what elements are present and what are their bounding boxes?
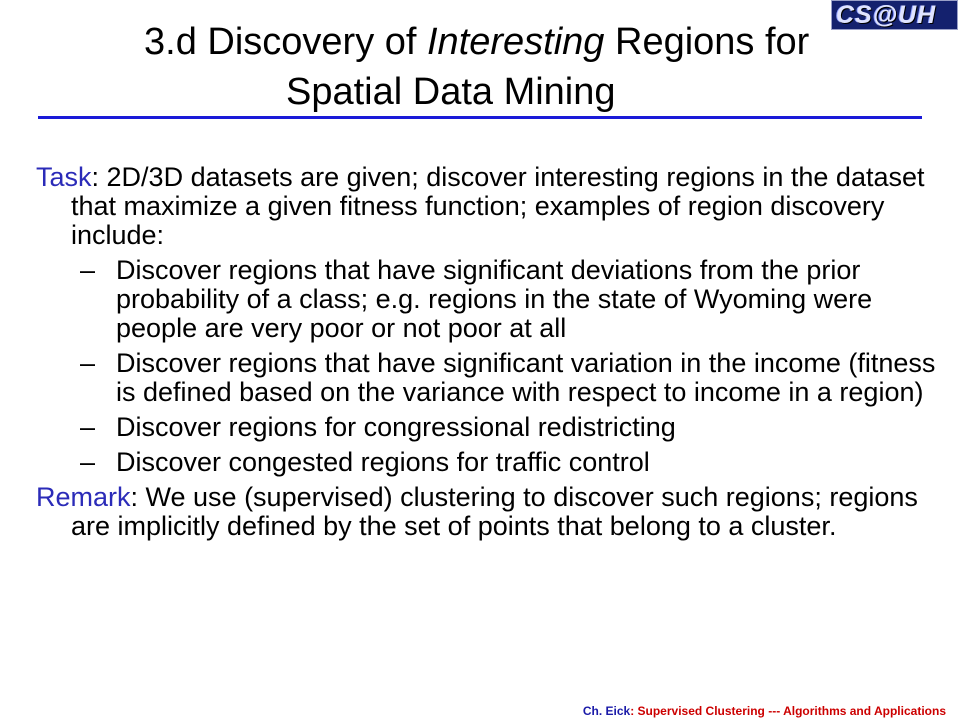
example-item <box>36 413 936 442</box>
task-paragraph <box>36 163 936 250</box>
example-text: Discover regions that have significant deviations from the prior probability of a class; e.g. regions in the state of Wyoming were people are very poor or not poor at all <box>116 255 873 343</box>
example-item <box>36 256 936 343</box>
dash-bullet: – <box>80 412 96 442</box>
dash-bullet: – <box>80 348 96 378</box>
title-underline <box>38 116 922 119</box>
example-text: Discover regions that have significant variation in the income (fitness is defined based on the variance with respect to income in a region) <box>116 348 936 407</box>
dash-bullet: – <box>80 255 96 285</box>
title-line-2: Spatial Data Mining <box>286 71 616 113</box>
example-text: Discover congested regions for traffic control <box>116 447 650 477</box>
slide-body <box>36 163 936 547</box>
example-item <box>36 448 936 477</box>
task-text: : 2D/3D datasets are given; discover interesting regions in the dataset that maximize a given fitness function; examples of region discovery include: <box>71 162 925 250</box>
example-item <box>36 349 936 407</box>
logo-text: CS@UH <box>836 1 937 29</box>
remark-paragraph <box>36 483 936 541</box>
footer-author: Ch. Eick <box>582 704 631 718</box>
title-prefix: 3.d Discovery of <box>144 21 427 63</box>
remark-label: Remark <box>36 482 131 512</box>
footer-course: : Supervised Clustering --- Algorithms and Applications <box>630 704 946 718</box>
example-text: Discover regions for congressional redistricting <box>116 412 676 442</box>
cs-uh-logo <box>831 0 958 30</box>
slide-footer <box>583 704 946 718</box>
dash-bullet: – <box>80 447 96 477</box>
title-emphasis: Interesting <box>427 21 605 63</box>
task-label: Task <box>36 162 92 192</box>
title-suffix: Regions for <box>604 21 810 63</box>
title-line-1 <box>144 18 809 66</box>
remark-text: : We use (supervised) clustering to discover such regions; regions are implicitly defined by the set of points that belong to a cluster. <box>71 482 918 541</box>
